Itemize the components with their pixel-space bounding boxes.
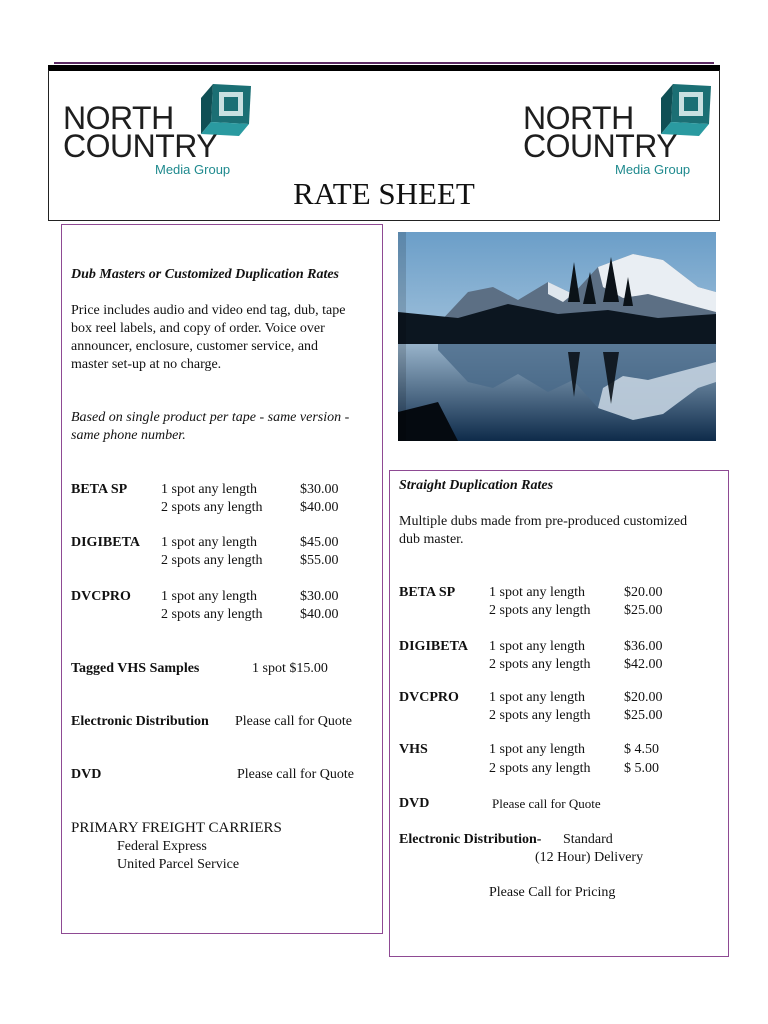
right-rate-price: $20.00 [624, 585, 663, 600]
left-ed-label: Electronic Distribution [71, 714, 209, 729]
left-rate-desc: 2 spots any length [161, 500, 263, 515]
right-ed-label: Electronic Distribution- [399, 832, 542, 847]
tagged-vhs-label: Tagged VHS Samples [71, 661, 200, 676]
left-rate-desc: 2 spots any length [161, 553, 263, 568]
right-rate-desc: 2 spots any length [489, 708, 591, 723]
left-desc-line: box reel labels, and copy of order. Voice over [71, 321, 325, 336]
left-rate-price: $45.00 [300, 535, 339, 550]
right-rate-desc: 1 spot any length [489, 639, 586, 654]
logo-right [523, 84, 718, 176]
left-ed-value: Please call for Quote [235, 714, 353, 729]
left-note-line: same phone number. [71, 428, 186, 443]
left-rate-price: $30.00 [300, 482, 339, 497]
left-desc-line: Price includes audio and video end tag, dub, tape [71, 303, 346, 318]
right-desc-line: Multiple dubs made from pre-produced customized [399, 514, 688, 529]
right-rate-price: $42.00 [624, 657, 663, 672]
pricing-note: Please Call for Pricing [489, 885, 616, 900]
right-rate-price: $20.00 [624, 690, 663, 705]
left-rate-price: $30.00 [300, 589, 339, 604]
right-rate-price: $ 5.00 [624, 761, 659, 776]
left-rate-desc: 1 spot any length [161, 589, 258, 604]
header-rule-purple [54, 62, 714, 64]
right-rate-desc: 1 spot any length [489, 742, 586, 757]
right-rate-desc: 2 spots any length [489, 761, 591, 776]
left-rate-format: DIGIBETA [71, 535, 140, 550]
left-desc-line: announcer, enclosure, customer service, and [71, 339, 319, 354]
right-rate-desc: 2 spots any length [489, 603, 591, 618]
left-rate-price: $40.00 [300, 500, 339, 515]
right-heading: Straight Duplication Rates [399, 478, 554, 493]
left-rate-price: $55.00 [300, 553, 339, 568]
left-dvd-value: Please call for Quote [237, 767, 355, 782]
logo-word-country: COUNTRY [63, 128, 218, 164]
left-rate-desc: 1 spot any length [161, 535, 258, 550]
header-box [48, 70, 720, 221]
left-desc-line: master set-up at no charge. [71, 357, 222, 372]
mountain-lake-photo [398, 232, 716, 441]
right-rate-price: $25.00 [624, 603, 663, 618]
right-rate-desc: 1 spot any length [489, 690, 586, 705]
right-ed-value: (12 Hour) Delivery [535, 850, 644, 865]
left-note-line: Based on single product per tape - same version - [71, 410, 350, 425]
logo-sub: Media Group [155, 162, 231, 177]
left-dvd-label: DVD [71, 767, 102, 782]
left-heading: Dub Masters or Customized Duplication Rates [71, 267, 339, 282]
right-rate-format: DIGIBETA [399, 639, 468, 654]
right-rate-format: DVCPRO [399, 690, 459, 705]
logo-sub: Media Group [615, 162, 691, 177]
right-rate-price: $ 4.50 [624, 742, 659, 757]
logo-word-north: NORTH [63, 100, 174, 136]
right-ed-value: Standard [563, 832, 613, 847]
right-desc-line: dub master. [399, 532, 464, 547]
freight-carrier: United Parcel Service [117, 857, 240, 872]
right-rate-price: $36.00 [624, 639, 663, 654]
right-dvd-value: Please call for Quote [492, 796, 601, 811]
left-rate-desc: 1 spot any length [161, 482, 258, 497]
right-rate-price: $25.00 [624, 708, 663, 723]
right-rate-format: BETA SP [399, 585, 456, 600]
left-rate-price: $40.00 [300, 607, 339, 622]
left-rate-format: DVCPRO [71, 589, 131, 604]
tagged-vhs-value: 1 spot $15.00 [252, 661, 328, 676]
freight-carrier: Federal Express [117, 839, 207, 854]
right-dvd-label: DVD [399, 796, 430, 811]
freight-heading: PRIMARY FREIGHT CARRIERS [71, 820, 282, 836]
logo-word-country: COUNTRY [523, 128, 678, 164]
right-rate-desc: 1 spot any length [489, 585, 586, 600]
left-rate-desc: 2 spots any length [161, 607, 263, 622]
logo-word-north: NORTH [523, 100, 634, 136]
left-rate-format: BETA SP [71, 482, 128, 497]
right-rate-desc: 2 spots any length [489, 657, 591, 672]
right-rate-format: VHS [399, 742, 428, 757]
page-title: RATE SHEET [293, 176, 475, 211]
logo-left [63, 84, 258, 176]
